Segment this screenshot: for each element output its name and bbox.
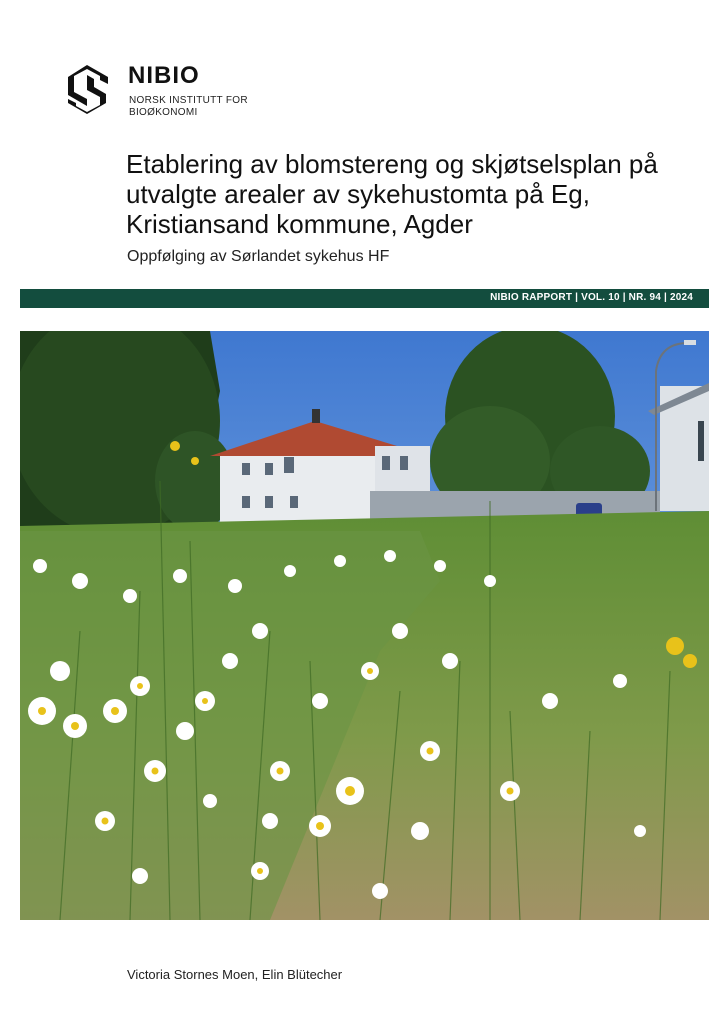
logo-subtitle (129, 95, 248, 119)
logo-subtitle-line2: BIOØKONOMI (129, 107, 198, 118)
logo-subtitle-line1: NORSK INSTITUTT FOR (129, 95, 248, 106)
cover-photo (20, 331, 709, 920)
nibio-logo (62, 62, 262, 122)
nibio-logo-icon (62, 62, 112, 118)
report-authors: Victoria Stornes Moen, Elin Blütecher (127, 967, 343, 982)
report-title: Etablering av blomstereng og skjøtselsplan på utvalgte arealer av sykehustomta på Eg, Kristiansand kommune, Agder (126, 149, 658, 239)
report-subtitle: Oppfølging av Sørlandet sykehus HF (127, 248, 390, 265)
report-band-text: NIBIO RAPPORT | VOL. 10 | NR. 94 | 2024 (490, 292, 693, 303)
logo-wordmark: NIBIO (128, 62, 200, 89)
report-band (20, 289, 709, 308)
